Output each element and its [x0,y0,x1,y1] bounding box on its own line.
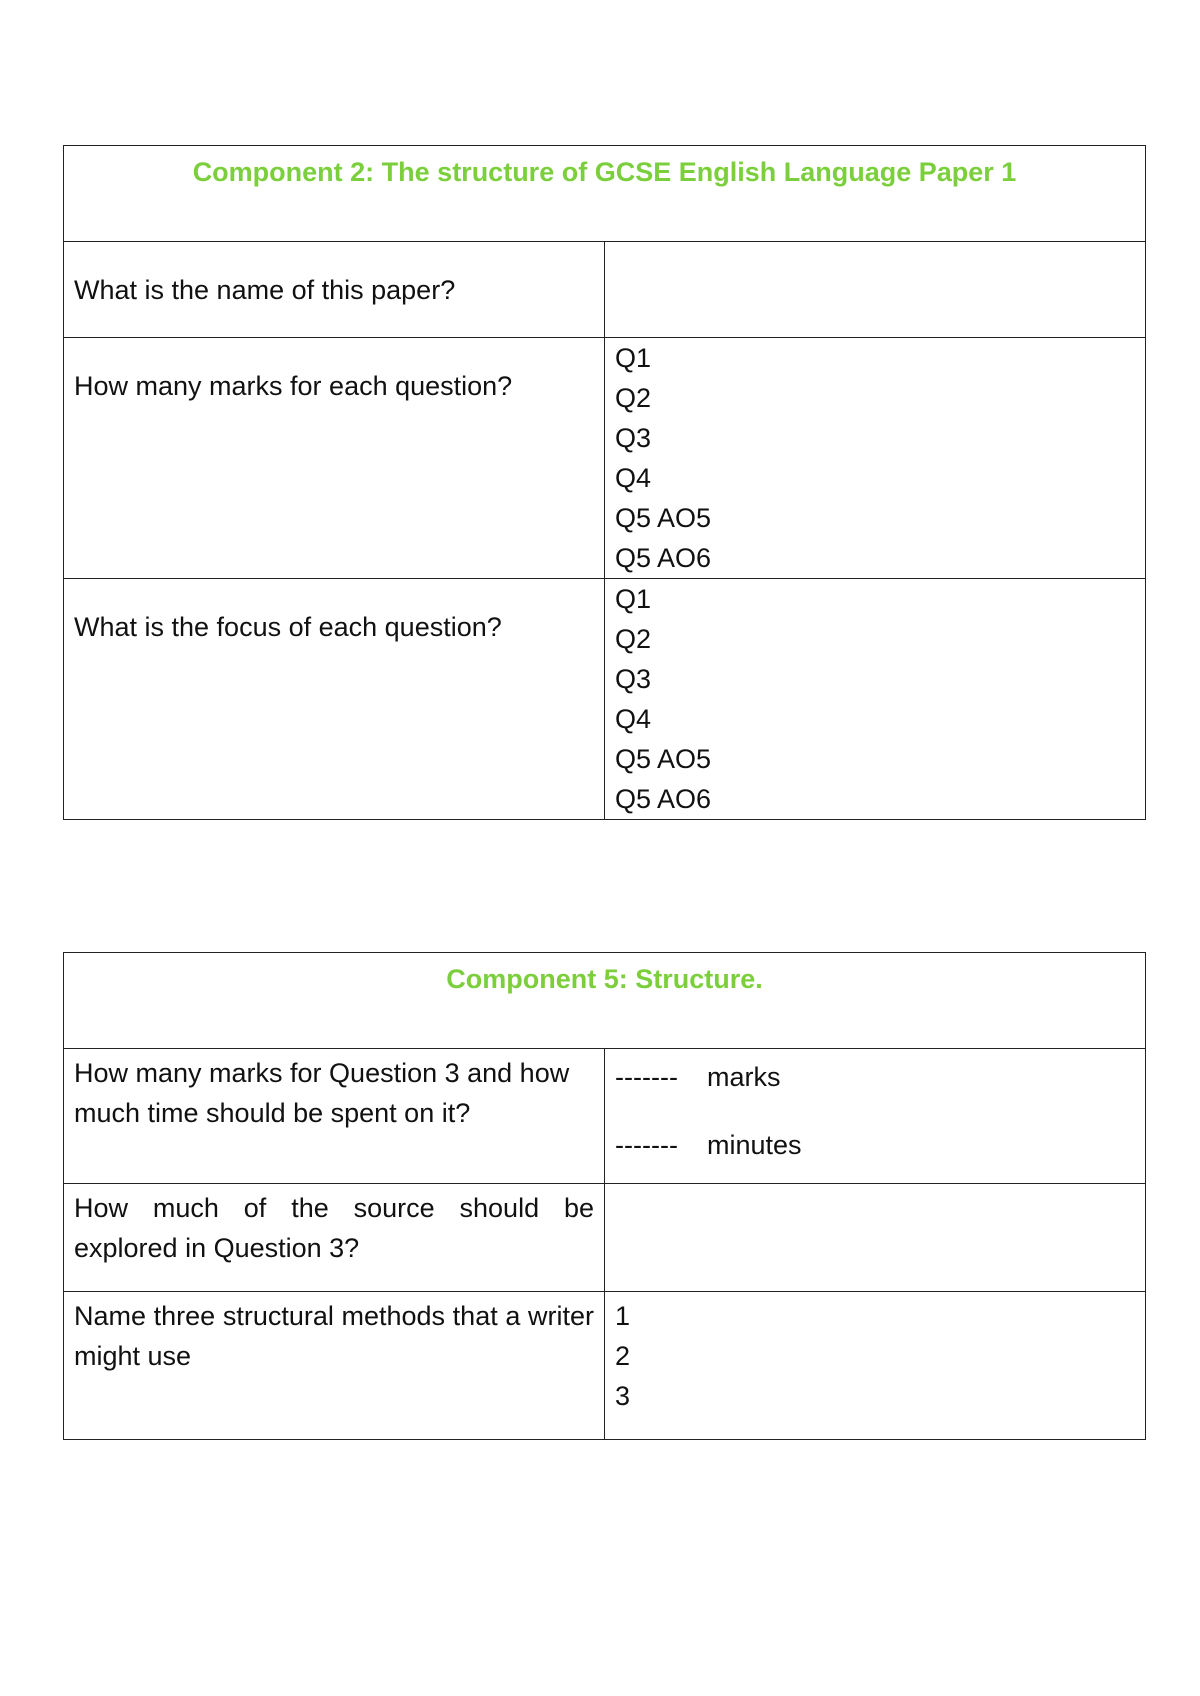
answer-label: 3 [615,1381,631,1411]
marks-blank-line [615,1057,1135,1097]
answer-label: 1 [615,1301,631,1331]
answer-label: Q5 AO6 [615,543,712,573]
table-title: Component 5: Structure. [64,953,1146,1049]
answer-cell-marks-time[interactable] [605,1049,1146,1184]
question-cell: How much of the source should be explored in Question 3? [64,1184,605,1292]
answer-label: Q2 [615,383,652,413]
answer-label: Q4 [615,463,652,493]
answer-label: Q5 AO5 [615,744,712,774]
question-cell: Name three structural methods that a writer might use [64,1292,605,1440]
marks-label: marks [707,1062,781,1092]
blank-dashes: ------- [615,1130,678,1160]
answer-cell-marks[interactable] [605,338,1146,579]
answer-label: Q5 AO6 [615,784,712,814]
structure-table-component-2 [63,145,1146,820]
answer-label: Q2 [615,624,652,654]
question-cell: What is the focus of each question? [64,579,605,820]
table-title: Component 2: The structure of GCSE English Language Paper 1 [64,146,1146,242]
answer-label: Q4 [615,704,652,734]
minutes-blank-line [615,1125,1135,1165]
question-cell: How many marks for Question 3 and how much time should be spent on it? [64,1049,605,1184]
question-cell: What is the name of this paper? [64,242,605,338]
question-cell: How many marks for each question? [64,338,605,579]
minutes-label: minutes [707,1130,802,1160]
answer-cell-structural-methods[interactable] [605,1292,1146,1440]
answer-cell-source-extent[interactable] [605,1184,1146,1292]
spacer [615,1097,1135,1125]
structure-table-component-5 [63,952,1146,1440]
answer-cell-paper-name[interactable] [605,242,1146,338]
answer-label: 2 [615,1341,631,1371]
answer-cell-focus[interactable] [605,579,1146,820]
answer-label: Q3 [615,423,652,453]
answer-label: Q3 [615,664,652,694]
blank-dashes: ------- [615,1062,678,1092]
answer-label: Q1 [615,584,652,614]
answer-label: Q1 [615,343,652,373]
answer-label: Q5 AO5 [615,503,712,533]
